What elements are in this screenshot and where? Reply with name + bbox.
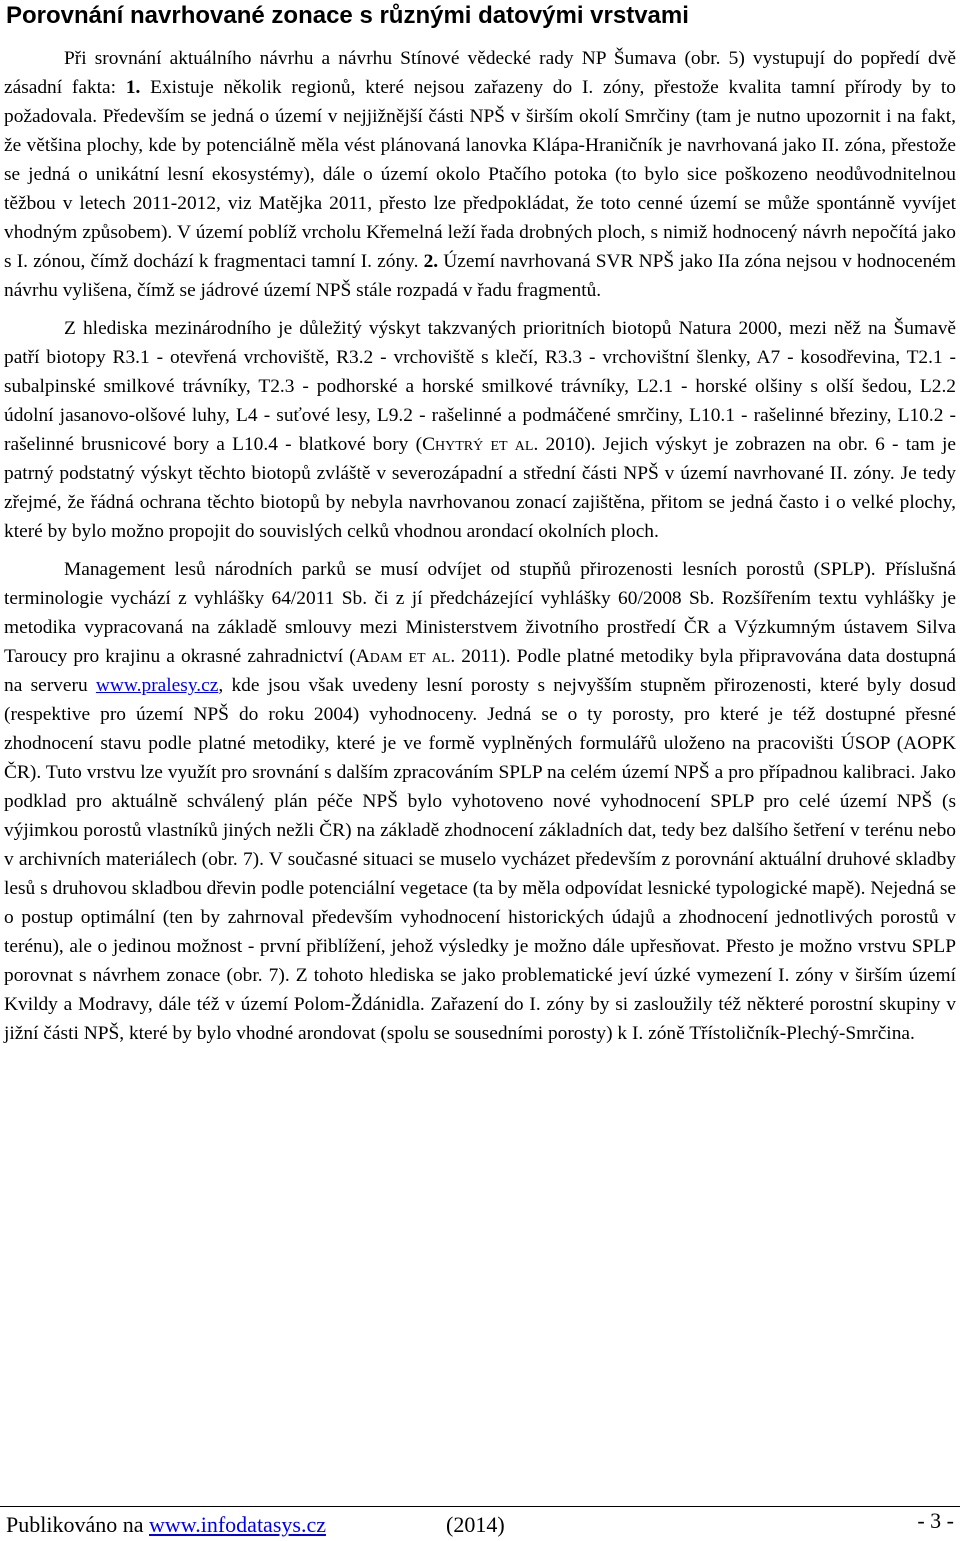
text-run: Při srovnání aktuálního návrhu a návrhu Stínové vědecké rady NP Šumava (obr. 5) vystupují do popředí dvě zásadní fakta: (4, 48, 956, 98)
point-number: 1. (125, 77, 141, 98)
paragraph (4, 555, 956, 1048)
paragraph (4, 44, 956, 305)
footer-publication (6, 1510, 326, 1540)
text-run: Z hlediska mezinárodního je důležitý výskyt takzvaných prioritních biotopů Natura 2000, mezi něž na Šumavě patří biotopy R3.1 - otevřená vrchoviště, R3.2 - vrchoviště s klečí, R3.3 - vrchovištní šlenky, A7 - kosodřevina, T2.1 - subalpinské smilkové trávníky, T2.3 - podhorské a horské smilkové trávníky, L2.1 - horské olšiny s olší šedou, L2.2 údolní jasanovo-olšové luhy, L4 - suťové lesy, L9.2 - rašelinné a podmáčené smrčiny, L10.1 - rašelinné březiny, L10.2 - rašelinné brusnicové bory a L10.4 - blatkové bory ( (4, 318, 956, 455)
page-footer (6, 1510, 954, 1540)
paragraph (4, 314, 956, 546)
footer-published-label: Publikováno na (6, 1512, 149, 1537)
footer-site-link[interactable]: www.infodatasys.cz (149, 1512, 326, 1537)
text-run: , kde jsou však uvedeny lesní porosty s nejvyšším stupněm přirozenosti, které byly dosud (respektive pro území NPŠ do roku 2004) vyhodnoceny. Jedná se o ty porosty, pro které je též dostupné přesné zhodnocení stavu podle platné metodiky, které je ve formě vyplněných formulářů uloženo na pracovišti ÚSOP (AOPK ČR). Tuto vrstvu lze využít pro srovnání s dalším zpracováním SPLP na celém území NPŠ a pro případnou kalibraci. Jako podklad pro aktuálně schválený plán péče NPŠ bylo vyhotoveno nové vyhodnocení SPLP pro celé území NPŠ (s výjimkou porostů vlastníků jiných nežli ČR) na základě zhodnocení základních dat, tedy bez dalšího šetření v terénu nebo v archivních materiálech (obr. 7). V současné situaci se muselo vycházet především z porovnání aktuální druhové skladby lesů s druhovou skladbou dřevin podle potenciální vegetace (ta by měla odpovídat lesnické typologické mapě). Nejedná se o postup optimální (ten by zahrnoval především vyhodnocení historických údajů a zhodnocení jednotlivých porostů v terénu), ale o jedinou možnost - první přiblížení, jehož výsledky je možno dále upřesňovat. Přesto je možno vrstvu SPLP porovnat s návrhem zonace (obr. 7). Z tohoto hlediska se jako problematické jeví úzké vymezení I. zóny v širším území Kvildy a Modravy, dále též v území Polom-Ždánidla. Zařazení do I. zóny by si zasloužily též některé porostní skupiny v jižní části NPŠ, které by bylo vhodné arondovat (spolu se sousedními porosty) k I. zóně Třístoličník-Plechý-Smrčina. (4, 675, 956, 1044)
text-run: 2010). Jejich výskyt je zobrazen na obr. 6 - tam je patrný podstatný výskyt těchto biotopů zvláště v severozápadní a střední části NPŠ v území navrhované II. zóny. Je tedy zřejmé, že řádná ochrana těchto biotopů by nebyla navrhovanou zonací zajištěna, přitom se jedná často i o velké plochy, které by bylo možno propojit do souvislých celků vhodnou arondací okolních ploch. (4, 434, 956, 542)
citation-author: Chytrý et al. (422, 434, 539, 455)
text-run: Území navrhovaná SVR NPŠ jako IIa zóna nejsou v hodnoceném návrhu vylišena, čímž se jádrové území NPŠ stále rozpadá v řadu fragmentů. (4, 251, 956, 301)
page-number: - 3 - (917, 1508, 954, 1533)
footer-divider (0, 1506, 960, 1507)
text-run: 2011). Podle platné metodiky byla připravována data dostupná na serveru (4, 646, 957, 696)
inline-link[interactable]: www.pralesy.cz (95, 675, 219, 696)
page-title: Porovnání navrhované zonace s různými datovými vrstvami (6, 2, 689, 29)
citation-author: Adam et al. (355, 646, 456, 667)
text-run: Management lesů národních parků se musí odvíjet od stupňů přirozenosti lesních porostů (SPLP). Příslušná terminologie vychází z vyhlášky 64/2011 Sb. či z jí předcházející vyhlášky 60/2008 Sb. Rozšířením textu vyhlášky je metodika vypracovaná na základě smlouvy mezi Ministerstvem životního prostředí ČR a Výzkumným ústavem Silva Taroucy pro krajinu a okrasné zahradnictví ( (4, 559, 956, 667)
point-number: 2. (423, 251, 439, 272)
article-body (4, 44, 956, 1048)
text-run: Existuje několik regionů, které nejsou zařazeny do I. zóny, přestože kvalita tamní přírody by to požadovala. Především se jedná o území v nejjižnější části NPŠ v širším okolí Smrčiny (tam je nutno upozornit i na fakt, že většina plochy, kde by potenciálně měla vést plánovaná lanovka Klápa-Hraničník je navrhovaná jako II. zóna, přestože se jedná o unikátní lesní ekosystémy), dále o území okolo Ptačího potoka (to bylo sice poškozeno neodůvodnitelnou těžbou v letech 2011-2012, viz Matějka 2011, přesto lze předpokládat, že toto cenné území se může spontánně vyvíjet vhodným způsobem). V území poblíž vrcholu Křemelná leží řada drobných ploch, s nimiž hodnocený návrh nepočítá jako s I. zónou, čímž dochází k fragmentaci tamní I. zóny. (4, 77, 956, 272)
footer-year: (2014) (446, 1512, 505, 1537)
